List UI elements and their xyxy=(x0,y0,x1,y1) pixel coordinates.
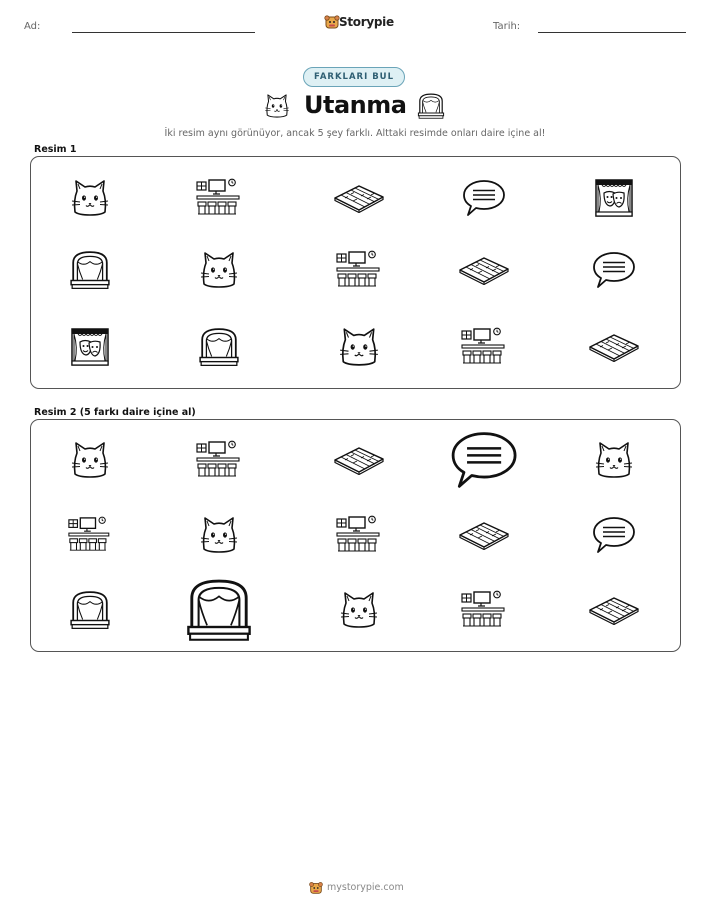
classroom-icon[interactable] xyxy=(335,515,383,555)
speech-bubble-icon[interactable] xyxy=(450,429,518,491)
theater-masks-icon[interactable] xyxy=(70,327,110,367)
picture2-label: Resim 2 (5 farkı daire içine al) xyxy=(34,407,196,418)
name-label: Ad: xyxy=(24,21,41,32)
date-label: Tarih: xyxy=(493,21,521,32)
speech-bubble-icon[interactable] xyxy=(592,250,636,290)
wooden-floor-icon[interactable] xyxy=(333,445,385,475)
classroom-icon[interactable] xyxy=(335,250,383,290)
page-title: Utanma xyxy=(304,91,407,119)
wooden-floor-icon[interactable] xyxy=(588,332,640,362)
speech-bubble-icon[interactable] xyxy=(462,178,506,218)
classroom-icon[interactable] xyxy=(67,516,113,554)
cat-face-icon[interactable] xyxy=(339,590,379,630)
theater-masks-icon[interactable] xyxy=(594,178,634,218)
activity-badge: FARKLARI BUL xyxy=(303,67,405,87)
stage-icon[interactable] xyxy=(198,326,240,368)
wooden-floor-icon[interactable] xyxy=(333,183,385,213)
cat-face-icon[interactable] xyxy=(199,515,239,555)
classroom-icon[interactable] xyxy=(460,590,508,630)
stage-icon[interactable] xyxy=(69,589,111,631)
stage-icon[interactable] xyxy=(69,249,111,291)
cat-face-icon[interactable] xyxy=(70,440,110,480)
cat-face-icon[interactable] xyxy=(70,178,110,218)
cat-face-icon xyxy=(264,93,290,119)
wooden-floor-icon[interactable] xyxy=(458,520,510,550)
wooden-floor-icon[interactable] xyxy=(588,595,640,625)
stage-icon xyxy=(417,92,445,120)
cat-face-icon[interactable] xyxy=(199,250,239,290)
brand-name: Storypie xyxy=(339,15,394,29)
name-line[interactable] xyxy=(72,32,255,33)
storypie-footer-logo-icon xyxy=(308,880,324,896)
footer-site[interactable]: mystorypie.com xyxy=(327,882,404,893)
picture1-label: Resim 1 xyxy=(34,144,77,155)
classroom-icon[interactable] xyxy=(195,440,243,480)
classroom-icon[interactable] xyxy=(195,178,243,218)
stage-icon[interactable] xyxy=(185,576,253,644)
wooden-floor-icon[interactable] xyxy=(458,255,510,285)
date-line[interactable] xyxy=(538,32,686,33)
cat-face-icon[interactable] xyxy=(338,326,380,368)
cat-face-icon[interactable] xyxy=(594,440,634,480)
classroom-icon[interactable] xyxy=(460,327,508,367)
instructions: İki resim aynı görünüyor, ancak 5 şey farklı. Alttaki resimde onları daire içine al! xyxy=(164,128,546,139)
speech-bubble-icon[interactable] xyxy=(592,515,636,555)
